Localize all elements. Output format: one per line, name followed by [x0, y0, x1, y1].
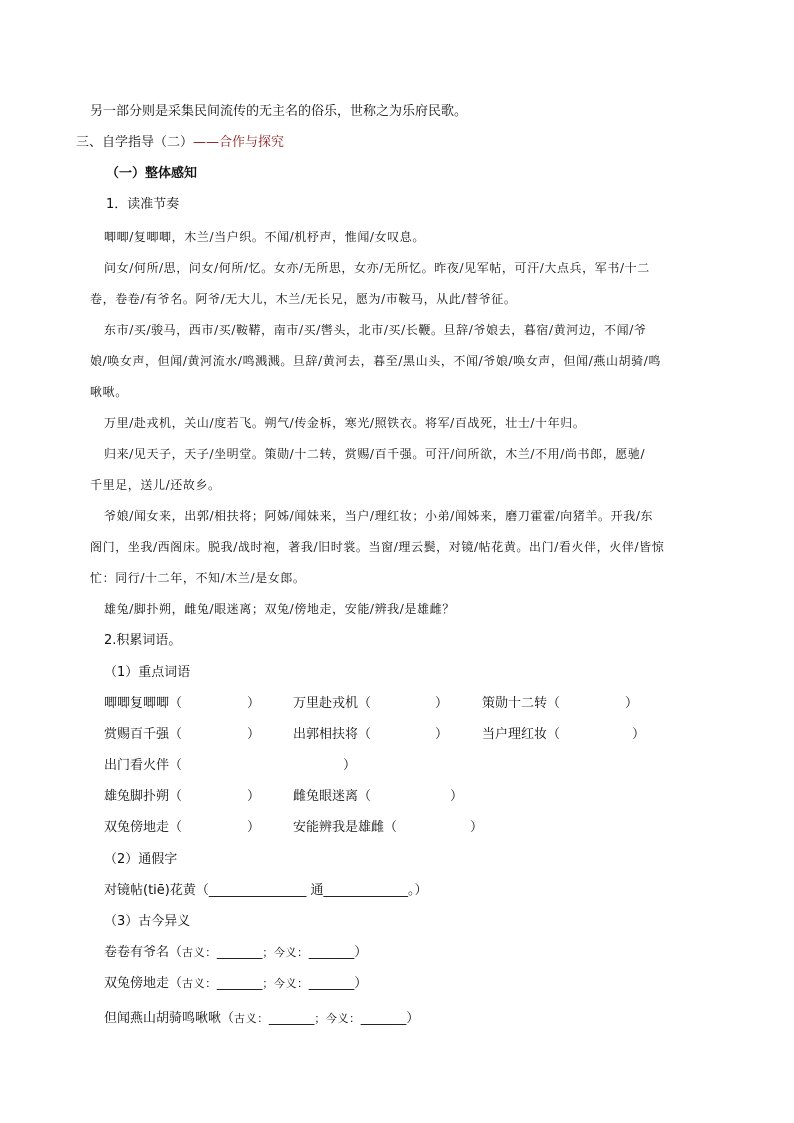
tongjia-blank[interactable]: _____________ — [323, 883, 408, 898]
gujin-phrase: 但闻燕山胡骑鸣啾啾（ — [104, 1011, 235, 1026]
gujin-jin-label: ；今义： — [262, 946, 309, 959]
poem-line: 阁门，坐我/西阁床。脱我/战时袍，著我/旧时裳。当窗/理云鬓，对镜/帖花黄。出门/看火伴，火伴/皆惊 — [90, 540, 665, 554]
poem-line: 千里足，送儿/还故乡。 — [90, 478, 221, 492]
gujin-line — [104, 944, 367, 962]
gujin-end: ） — [406, 1011, 420, 1026]
gujin-jin-label: ；今义： — [314, 1012, 361, 1025]
tongjia-phrase: 对镜帖(tiē)花黄（ — [104, 883, 209, 898]
gujin-blank[interactable]: _______ — [216, 976, 263, 991]
key-word-blank-close: ） — [450, 789, 464, 804]
gujin-phrase: 双兔傍地走（ — [104, 976, 183, 991]
key-word-entry: 当户理红妆（ — [482, 727, 561, 742]
gujin-blank[interactable]: _______ — [308, 945, 355, 960]
key-word-blank-close: ） — [435, 727, 449, 742]
section-heading-prefix: 三、自学指导（二） — [76, 135, 194, 150]
tongjia-blank[interactable]: _______________ — [208, 883, 307, 898]
gujin-blank[interactable]: _______ — [216, 945, 263, 960]
key-word-entry: 出门看火伴（ — [104, 758, 183, 773]
key-word-entry: 万里赴戎机（ — [293, 696, 372, 711]
tongjia-title: （2）通假字 — [104, 852, 178, 867]
key-word-blank-close: ） — [247, 696, 261, 711]
gujin-line — [104, 1010, 419, 1028]
gujin-jin-label: ；今义： — [262, 977, 309, 990]
key-word-blank-close: ） — [247, 789, 261, 804]
key-word-blank-close: ） — [435, 696, 449, 711]
gujin-phrase: 卷卷有爷名（ — [104, 945, 183, 960]
key-word-entry: 策勋十二转（ — [482, 696, 561, 711]
poem-line: 雄兔/脚扑朔，雌兔/眼迷离；双兔/傍地走，安能/辨我/是雄雌？ — [104, 602, 455, 616]
gujin-end: ） — [354, 976, 368, 991]
poem-line: 爷娘/闻女来，出郭/相扶将；阿姊/闻妹来，当户/理红妆；小弟/闻姊来，磨刀霍霍/向猪羊。开我/东 — [104, 509, 654, 523]
item-title-rhythm: 1．读准节奏 — [106, 197, 180, 212]
tongjia-tong: 通 — [306, 883, 324, 898]
poem-line: 娘/唤女声，但闻/黄河流水/鸣溅溅。旦辞/黄河去，暮至/黑山头，不闻/爷娘/唤女声，但闻/燕山胡骑/鸣 — [90, 354, 661, 368]
poem-line: 唧唧/复唧唧，木兰/当户织。不闻/机杼声，惟闻/女叹息。 — [104, 230, 425, 244]
key-word-blank-close: ） — [247, 727, 261, 742]
key-word-entry: 雄兔脚扑朔（ — [104, 789, 183, 804]
gujin-gu-label: 古义： — [182, 977, 217, 990]
gujin-gu-label: 古义： — [182, 946, 217, 959]
key-words-title: （1）重点词语 — [104, 665, 191, 680]
section-heading — [76, 134, 284, 152]
key-word-entry: 双兔傍地走（ — [104, 820, 183, 835]
key-word-entry: 雌兔眼迷离（ — [293, 789, 372, 804]
tongjia-line — [104, 882, 428, 900]
gujin-line — [104, 975, 367, 993]
gujin-blank[interactable]: _______ — [308, 976, 355, 991]
key-word-entry: 唧唧复唧唧（ — [104, 696, 183, 711]
key-word-entry: 安能辨我是雄雌（ — [293, 820, 398, 835]
item-title-words: 2.积累词语。 — [104, 633, 182, 648]
key-word-blank-close: ） — [343, 758, 357, 773]
poem-line: 问女/何所/思，问女/何所/忆。女亦/无所思，女亦/无所忆。昨夜/见军帖，可汗/大点兵，军书/十二 — [104, 261, 650, 275]
subsection-title: （一）整体感知 — [106, 166, 198, 181]
tongjia-end: 。） — [408, 883, 428, 898]
key-word-blank-close: ） — [470, 820, 484, 835]
poem-line: 万里/赴戎机，关山/度若飞。朔气/传金柝，寒光/照铁衣。将军/百战死，壮士/十年归。 — [104, 416, 586, 430]
gujin-title: （3）古今异义 — [104, 914, 191, 929]
gujin-gu-label: 古义： — [234, 1012, 269, 1025]
poem-line: 啾啾。 — [90, 385, 128, 399]
key-word-entry: 赏赐百千强（ — [104, 727, 183, 742]
poem-line: 东市/买/骏马，西市/买/鞍鞯，南市/买/辔头，北市/买/长鞭。旦辞/爷娘去，暮宿/黄河边，不闻/爷 — [104, 323, 647, 337]
gujin-blank[interactable]: _______ — [360, 1011, 407, 1026]
poem-line: 归来/见天子，天子/坐明堂。策勋/十二转，赏赐/百千强。可汗/问所欲，木兰/不用/尚书郎，愿驰/ — [104, 447, 646, 461]
gujin-end: ） — [354, 945, 368, 960]
section-heading-suffix: ——合作与探究 — [193, 135, 285, 150]
key-word-blank-close: ） — [632, 727, 646, 742]
gujin-blank[interactable]: _______ — [268, 1011, 315, 1026]
poem-line: 卷，卷卷/有爷名。阿爷/无大儿，木兰/无长兄，愿为/市鞍马，从此/替爷征。 — [90, 292, 517, 306]
intro-line: 另一部分则是采集民间流传的无主名的俗乐，世称之为乐府民歌。 — [90, 104, 468, 119]
key-word-entry: 出郭相扶将（ — [293, 727, 372, 742]
key-word-blank-close: ） — [247, 820, 261, 835]
poem-line: 忙：同行/十二年，不知/木兰/是女郎。 — [90, 571, 306, 585]
key-word-blank-close: ） — [625, 696, 639, 711]
